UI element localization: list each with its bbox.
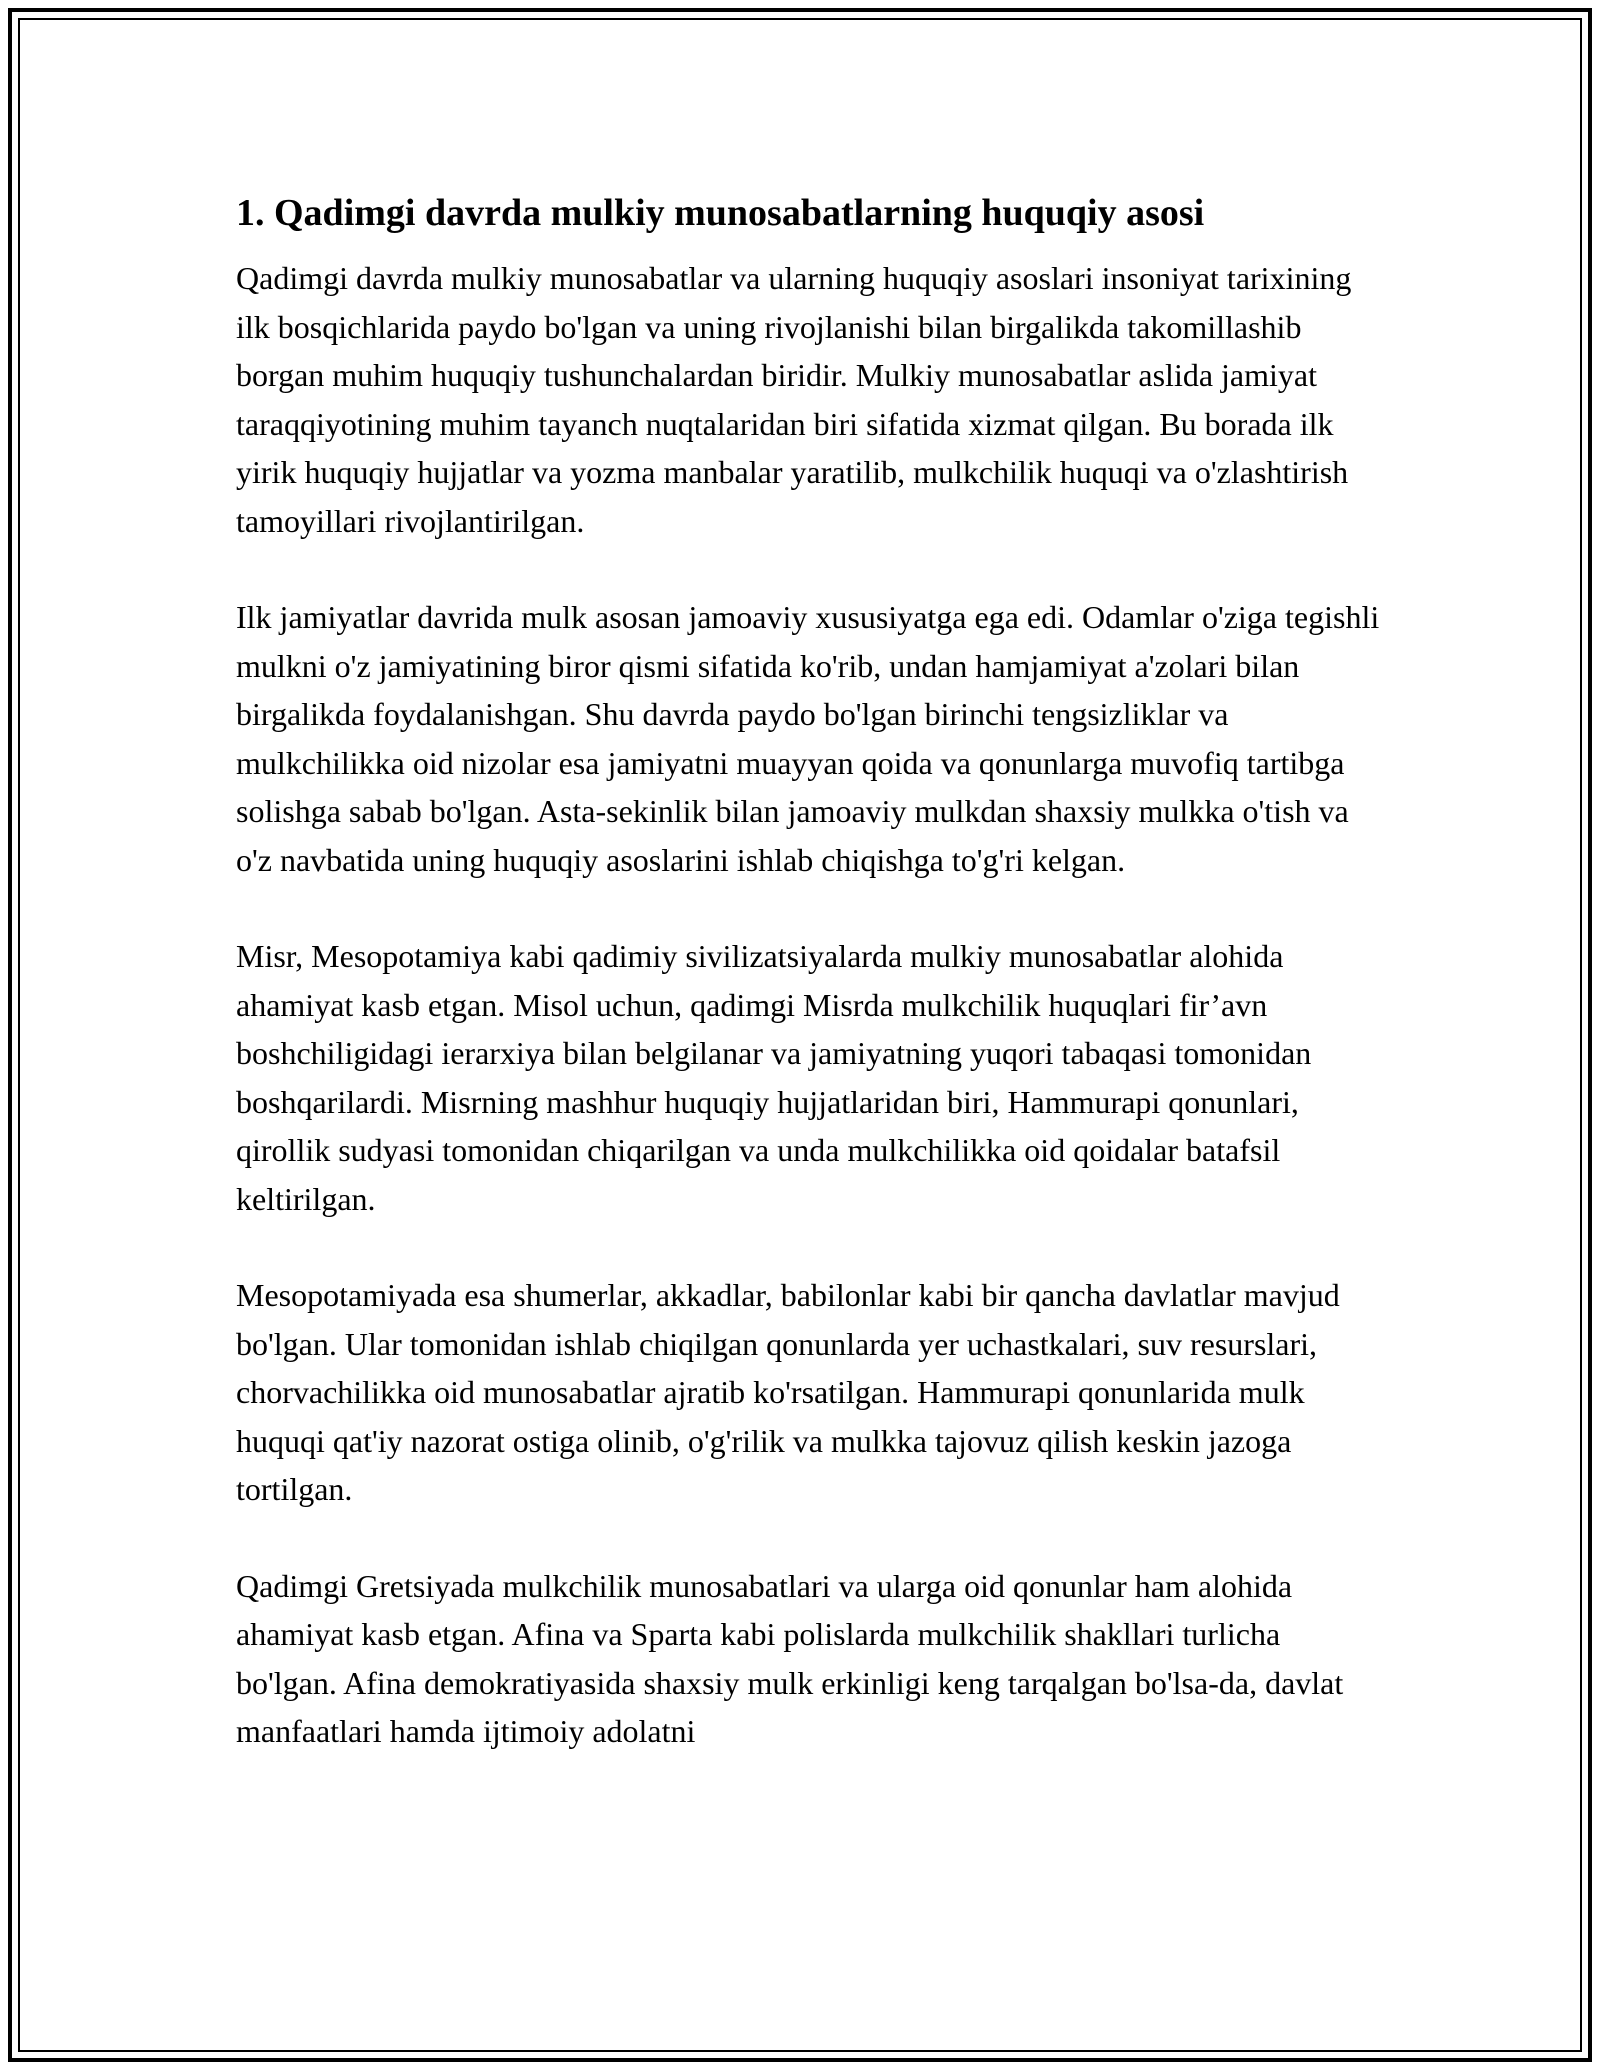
paragraph: Ilk jamiyatlar davrida mulk asosan jamoaviy xususiyatga ega edi. Odamlar o'ziga tegishli mulkni o'z jamiyatining biror qismi sifatida ko'rib, undan hamjamiyat a'zolari bilan birgalikda foydalanishgan. Shu davrda paydo bo'lgan birinchi tengsizliklar va mulkchilikka oid nizolar esa jamiyatni muayyan qoida va qonunlarga muvofiq tartibga solishga sabab bo'lgan. Asta-sekinlik bilan jamoaviy mulkdan shaxsiy mulkka o'tish va o'z navbatida uning huquqiy asoslarini ishlab chiqishga to'g'ri kelgan. bbox=[236, 599, 1380, 878]
paragraph: Mesopotamiyada esa shumerlar, akkadlar, babilonlar kabi bir qancha davlatlar mavjud bo'lgan. Ular tomonidan ishlab chiqilgan qonunlarda yer uchastkalari, suv resurslari, chorvachilikka oid munosabatlar ajratib ko'rsatilgan. Hammurapi qonunlarida mulk huquqi qat'iy nazorat ostiga olinib, o'g'rilik va mulkka tajovuz qilish keskin jazoga tortilgan. bbox=[236, 1277, 1340, 1507]
paragraph: Qadimgi Gretsiyada mulkchilik munosabatlari va ularga oid qonunlar ham alohida ahamiyat kasb etgan. Afina va Sparta kabi polislarda mulkchilik shakllari turlicha bo'lgan. Afina demokratiyasida shaxsiy mulk erkinligi keng tarqalgan bo'lsa-da, davlat manfaatlari hamda ijtimoiy adolatni bbox=[236, 1567, 1344, 1749]
section-heading: 1. Qadimgi davrda mulkiy munosabatlarning huquqiy asosi bbox=[236, 192, 1205, 234]
paragraph: Misr, Mesopotamiya kabi qadimiy sivilizatsiyalarda mulkiy munosabatlar alohida ahamiyat kasb etgan. Misol uchun, qadimgi Misrda mulkchilik huquqlari fir’avn boshchiligidagi ierarxiya bilan belgilanar va jamiyatning yuqori tabaqasi tomonidan boshqarilardi. Misrning mashhur huquqiy hujjatlaridan biri, Hammurapi qonunlari, qirollik sudyasi tomonidan chiqarilgan va unda mulkchilikka oid qoidalar batafsil keltirilgan. bbox=[236, 938, 1312, 1217]
document-body bbox=[236, 186, 1386, 1756]
paragraph: Qadimgi davrda mulkiy munosabatlar va ularning huquqiy asoslari insoniyat tarixining ilk bosqichlarida paydo bo'lgan va uning rivojlanishi bilan birgalikda takomillashib borgan muhim huquqiy tushunchalardan biridir. Mulkiy munosabatlar aslida jamiyat taraqqiyotining muhim tayanch nuqtalaridan biri sifatida xizmat qilgan. Bu borada ilk yirik huquqiy hujjatlar va yozma manbalar yaratilib, mulkchilik huquqi va o'zlashtirish tamoyillari rivojlantirilgan. bbox=[236, 260, 1352, 539]
